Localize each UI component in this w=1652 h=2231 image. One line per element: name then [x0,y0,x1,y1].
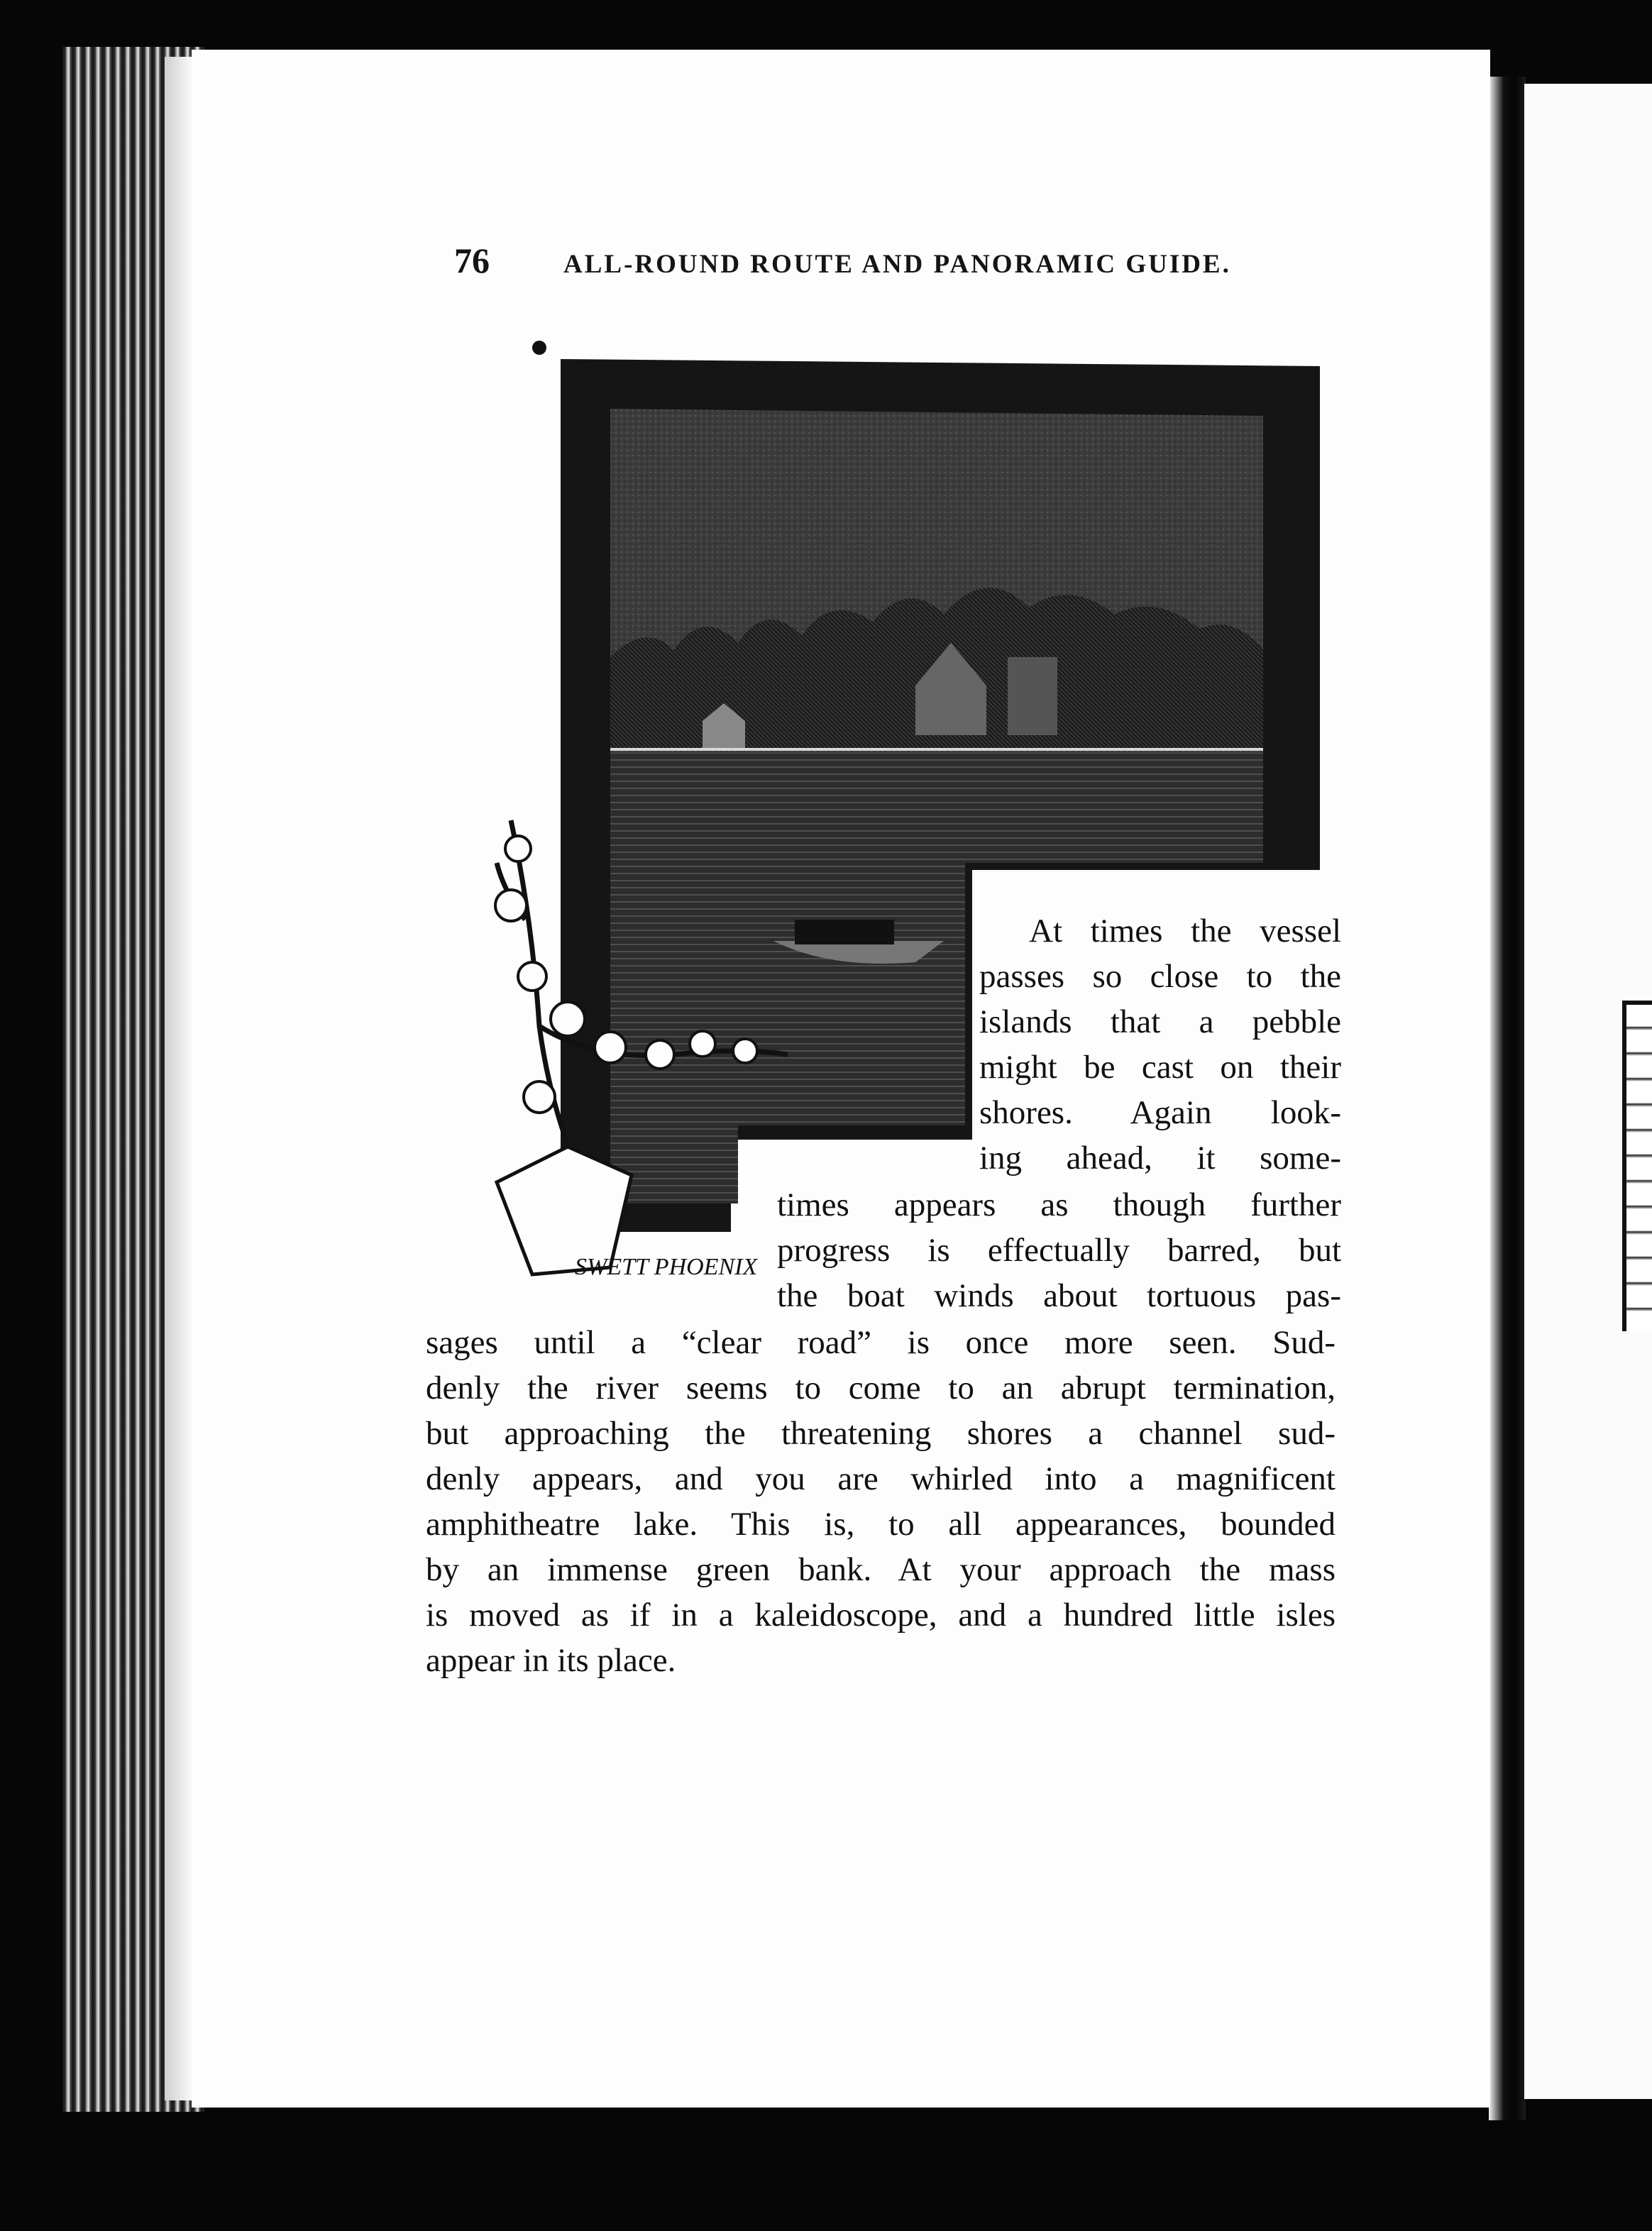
running-head [454,240,1334,290]
facing-page-illustration-fragment [1622,1001,1652,1331]
text-line: denly the river seems to come to an abrupt termination, [426,1370,1336,1406]
text-column-wide [426,1320,1336,1683]
text-column-narrow [979,908,1341,1181]
running-title: ALL-ROUND ROUTE AND PANORAMIC GUIDE. [563,250,1231,279]
text-line: sages until a “clear road” is once more seen. Sud- [426,1324,1336,1361]
text-line: but approaching the threatening shores a channel sud- [426,1415,1336,1452]
page-number: 76 [454,241,490,280]
text-line: denly appears, and you are whirled into a magnificent [426,1460,1336,1497]
text-line: the boat winds about tortuous pas- [777,1277,1341,1314]
text-line: At times the vessel [1029,913,1341,949]
text-line: progress is effectually barred, but [777,1232,1341,1269]
text-line: might be cast on their [979,1049,1341,1086]
engraver-signature: SWETT PHOENIX [575,1254,758,1280]
text-line: ing ahead, it some- [979,1140,1341,1177]
text-line: times appears as though further [777,1186,1341,1223]
text-line: amphitheatre lake. This is, to all appearances, bounded [426,1506,1336,1543]
text-line: by an immense green bank. At your approach the mass [426,1551,1336,1588]
text-line: appear in its place. [426,1642,676,1679]
text-line: islands that a pebble [979,1003,1341,1040]
text-column-mid [777,1182,1341,1318]
gutter-shadow [1489,77,1526,2120]
text-line: shores. Again look- [979,1094,1341,1131]
text-line: passes so close to the [979,958,1341,995]
text-line: is moved as if in a kaleidoscope, and a hundred little isles [426,1597,1336,1634]
